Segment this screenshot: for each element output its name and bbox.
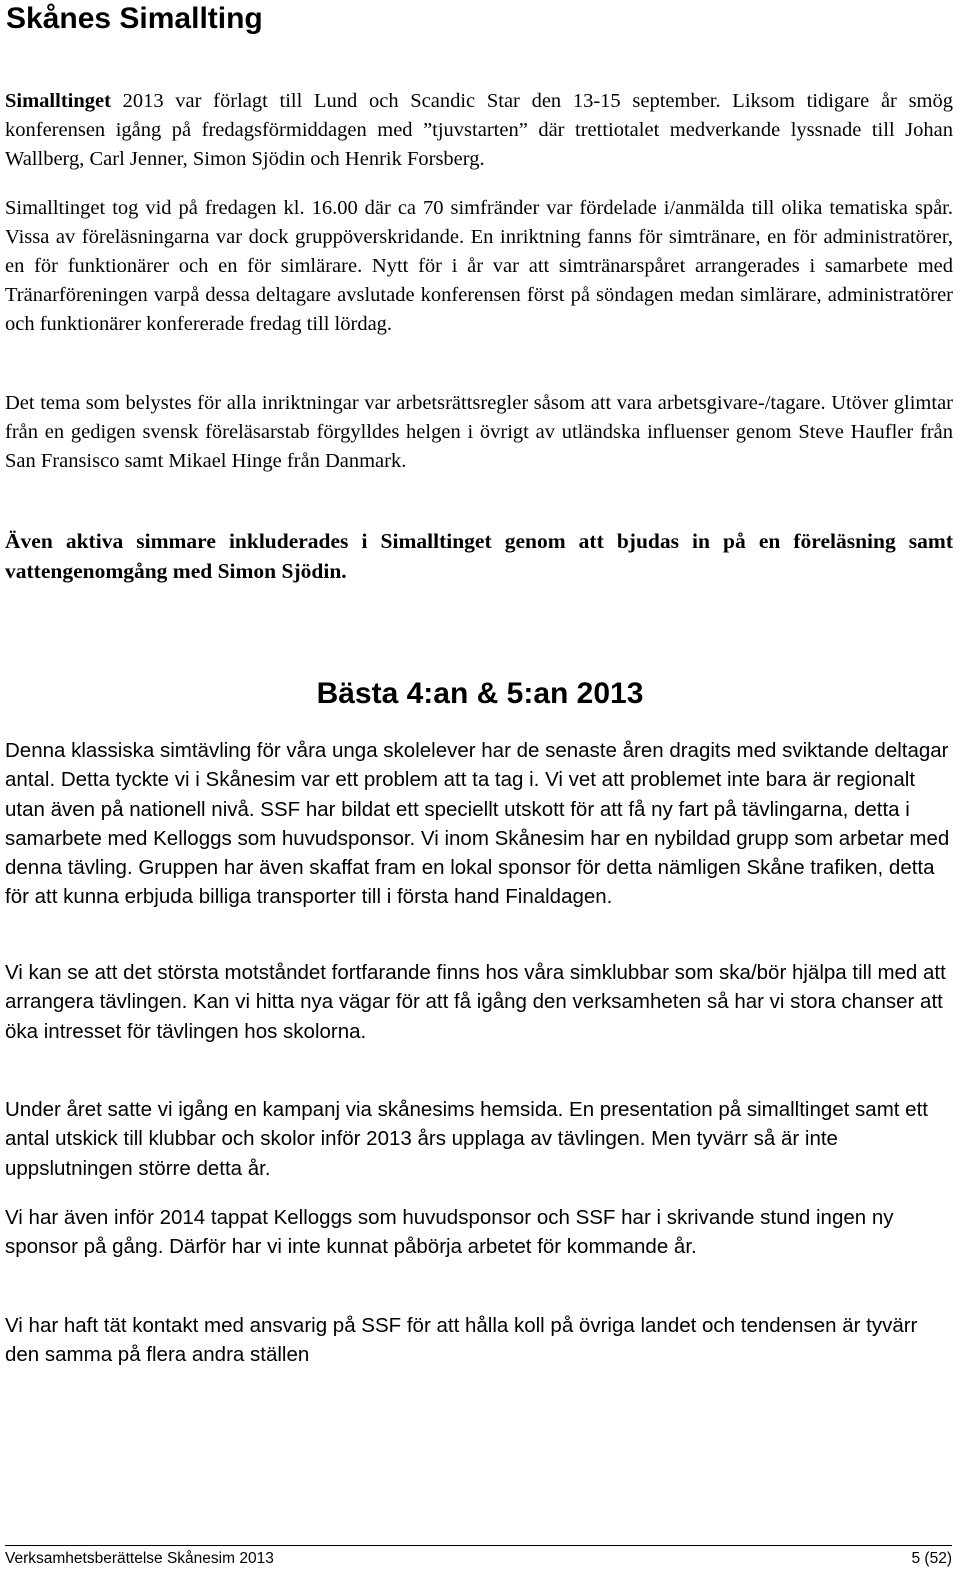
simallting-paragraph-1-text: 2013 var förlagt till Lund och Scandic Star den 13-15 september. Liksom tidigare år smög konferensen igång på fredagsförmiddagen med ”tjuvstarten” där trettiotalet medverkande lyssnade till Johan Wallberg, Carl Jenner, Simon Sjödin och Henrik Forsberg. [5, 90, 953, 170]
basta-paragraph-5: Vi har haft tät kontakt med ansvarig på SSF för att hålla koll på övriga landet och tendensen är tyvärr den samma på flera andra ställen [5, 1314, 918, 1367]
simallting-lead-word: Simalltinget [5, 90, 111, 112]
basta-paragraph-3: Under året satte vi igång en kampanj via skånesims hemsida. En presentation på simalltinget samt ett antal utskick till klubbar och skolor inför 2013 års upplaga av tävlingen. Men tyvärr så är inte uppslutningen större detta år. [5, 1098, 928, 1180]
simallting-paragraph-4: Även aktiva simmare inkluderades i Simalltinget genom att bjudas in på en föreläsning samt vattengenomgång med Simon Sjödin. [5, 529, 953, 583]
page-footer [5, 1545, 952, 1570]
simallting-paragraph-3: Det tema som belystes för alla inriktningar var arbetsrättsregler såsom att vara arbetsgivare-/tagare. Utöver glimtar från en gedigen svensk föreläsarstab förgylldes helgen i övrigt av utländska influenser genom Steve Haufler från San Fransisco samt Mikael Hinge från Danmark. [5, 392, 953, 472]
footer-page-number: 5 (52) [911, 1550, 952, 1567]
basta-paragraph-1: Denna klassiska simtävling för våra unga skolelever har de senaste åren dragits med sviktande deltagar antal. Detta tyckte vi i Skånesim var ett problem att ta tag i. Vi vet att problemet inte bara är regionalt utan även på nationell nivå. SSF har bildat ett speciellt utskott för att få ny fart på tävlingarna, detta i samarbete med Kelloggs som huvudsponsor. Vi inom Skånesim har en nybildad grupp som arbetar med denna tävling. Gruppen har även skaffat fram en lokal sponsor för detta nämligen Skåne trafiken, detta för att kunna erbjuda billiga transporter till i första hand Finaldagen. [5, 739, 950, 909]
page-title: Skånes Simallting [6, 2, 263, 35]
footer-document-title: Verksamhetsberättelse Skånesim 2013 [5, 1550, 274, 1567]
simallting-paragraph-1 [5, 87, 953, 174]
basta-paragraph-4: Vi har även inför 2014 tappat Kelloggs som huvudsponsor och SSF har i skrivande stund ingen ny sponsor på gång. Därför har vi inte kunnat påbörja arbetet för kommande år. [5, 1206, 894, 1259]
simallting-paragraph-2: Simalltinget tog vid på fredagen kl. 16.00 där ca 70 simfränder var fördelade i/anmälda till olika tematiska spår. Vissa av föreläsningarna var dock gruppöverskridande. En inriktning fanns för simtränare, en för administratörer, en för funktionärer och en för simlärare. Nytt för i år var att simtränarspåret arrangerades i samarbete med Tränarföreningen varpå dessa deltagare avslutade konferensen först på söndagen medan simlärare, administratörer och funktionärer konfererade fredag till lördag. [5, 197, 953, 335]
basta-paragraph-2: Vi kan se att det största motståndet fortfarande finns hos våra simklubbar som ska/bör hjälpa till med att arrangera tävlingen. Kan vi hitta nya vägar för att få igång den verksamheten så har vi stora chanser att öka intresset för tävlingen hos skolorna. [5, 961, 946, 1043]
section-heading-basta: Bästa 4:an & 5:an 2013 [316, 677, 644, 710]
